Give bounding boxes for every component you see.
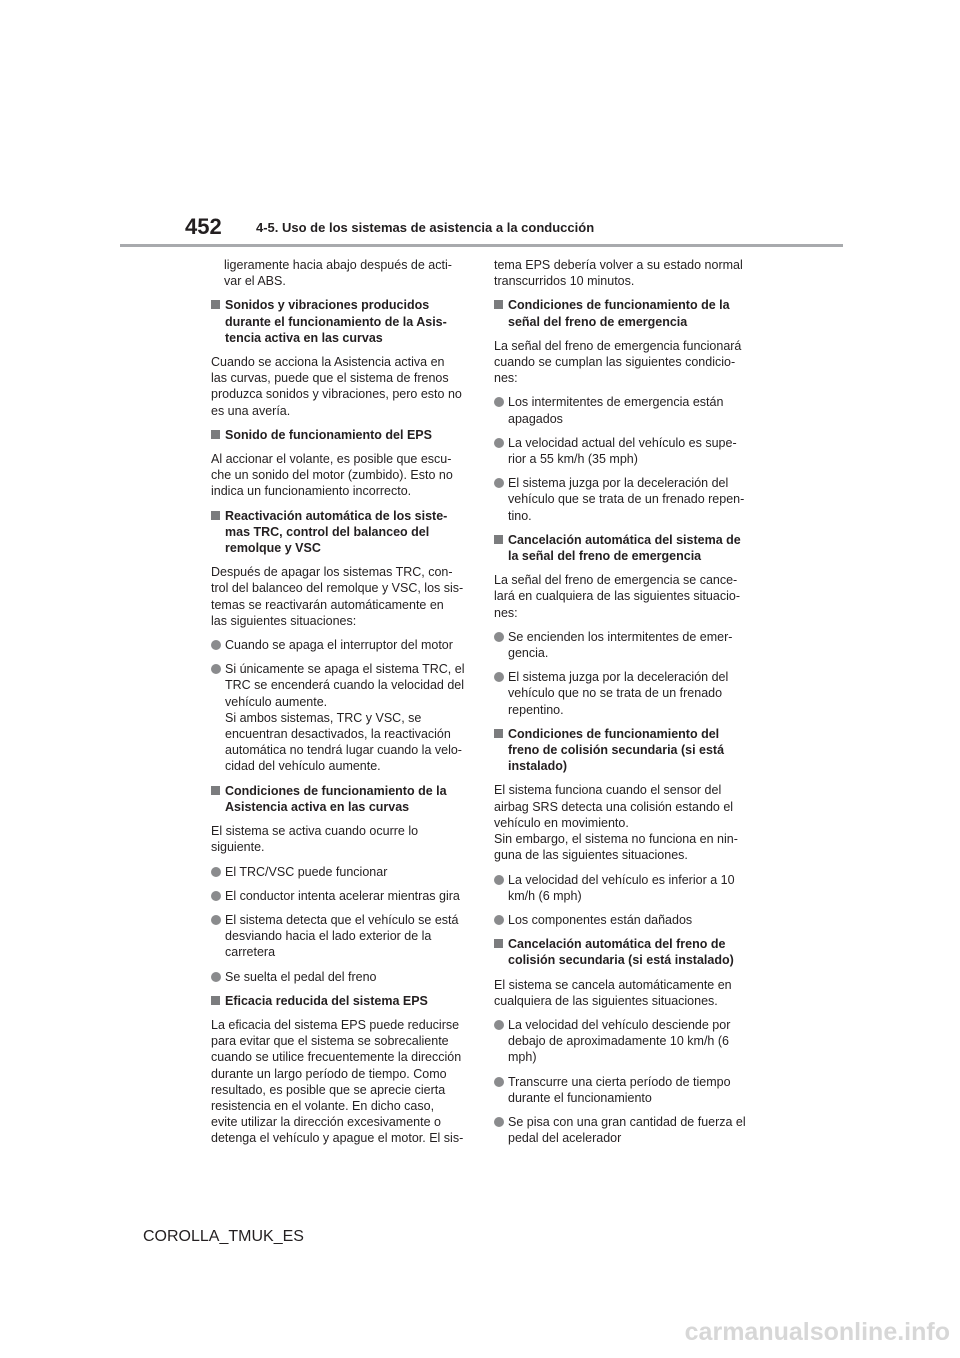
bullet-item bbox=[494, 629, 752, 661]
text: Si únicamente se apaga el sistema TRC, el TRC se encenderá cuando la velocidad del vehículo aumente. Si ambos sistemas, TRC y VSC, se encuentran desactivados, la reactivación automática no tendrá lugar cuando la velo- cidad del vehículo aumente. bbox=[225, 662, 465, 774]
page-number: 452 bbox=[185, 214, 222, 239]
text: Se pisa con una gran cantidad de fuerza el pedal del acelerador bbox=[508, 1114, 746, 1146]
section-heading bbox=[494, 532, 752, 564]
paragraph bbox=[494, 338, 752, 387]
text: La velocidad actual del vehículo es supe- rior a 55 km/h (35 mph) bbox=[508, 435, 737, 467]
bullet-item bbox=[211, 864, 469, 880]
round-bullet-icon bbox=[494, 875, 504, 885]
bullet-item bbox=[494, 475, 752, 524]
text: El sistema detecta que el vehículo se está desviando hacia el lado exterior de la carretera bbox=[225, 912, 459, 960]
section-heading bbox=[494, 936, 752, 968]
round-bullet-icon bbox=[494, 632, 504, 642]
square-bullet-icon bbox=[211, 786, 220, 795]
round-bullet-icon bbox=[494, 1117, 504, 1127]
text: Cuando se apaga el interruptor del motor bbox=[225, 638, 453, 653]
text: Sonidos y vibraciones producidos durante el funcionamiento de la Asis- tencia activa en las curvas bbox=[225, 298, 447, 345]
text: El sistema funciona cuando el sensor del airbag SRS detecta una colisión estando el vehículo en movimiento. Sin embargo, el sistema no funciona en nin- guna de las siguientes situaciones. bbox=[494, 783, 738, 863]
bullet-item bbox=[494, 872, 752, 904]
text: La velocidad del vehículo desciende por debajo de aproximadamente 10 km/h (6 mph) bbox=[508, 1017, 731, 1065]
round-bullet-icon bbox=[211, 867, 221, 877]
bullet-item bbox=[494, 394, 752, 426]
section-heading bbox=[494, 726, 752, 775]
bullet-item bbox=[494, 1017, 752, 1066]
bullet-item bbox=[211, 888, 469, 904]
square-bullet-icon bbox=[494, 729, 503, 738]
text: La señal del freno de emergencia se cance- lará en cualquiera de las siguientes situacio- nes: bbox=[494, 573, 740, 620]
header-divider bbox=[120, 244, 843, 247]
bullet-item bbox=[211, 661, 469, 774]
text: ligeramente hacia abajo después de acti- var el ABS. bbox=[224, 258, 452, 289]
paragraph bbox=[211, 823, 469, 855]
round-bullet-icon bbox=[211, 640, 221, 650]
text: Transcurre una cierta período de tiempo durante el funcionamiento bbox=[508, 1074, 731, 1105]
watermark: carmanualsonline.info bbox=[684, 1318, 950, 1346]
paragraph bbox=[494, 977, 752, 1009]
paragraph bbox=[211, 1017, 469, 1147]
text: El TRC/VSC puede funcionar bbox=[225, 864, 388, 879]
text: Condiciones de funcionamiento de la Asistencia activa en las curvas bbox=[225, 783, 447, 814]
square-bullet-icon bbox=[211, 996, 220, 1005]
section-heading bbox=[211, 297, 469, 346]
round-bullet-icon bbox=[494, 672, 504, 682]
square-bullet-icon bbox=[211, 430, 220, 439]
text: Al accionar el volante, es posible que escu- che un sonido del motor (zumbido). Esto no indica un funcionamiento incorrecto. bbox=[211, 452, 453, 499]
round-bullet-icon bbox=[494, 438, 504, 448]
bullet-item bbox=[494, 435, 752, 467]
text: Eficacia reducida del sistema EPS bbox=[225, 993, 428, 1008]
square-bullet-icon bbox=[211, 511, 220, 520]
square-bullet-icon bbox=[494, 939, 503, 948]
paragraph bbox=[211, 354, 469, 419]
bullet-item bbox=[494, 669, 752, 718]
round-bullet-icon bbox=[494, 478, 504, 488]
text: tema EPS debería volver a su estado normal transcurridos 10 minutos. bbox=[494, 258, 743, 289]
text: Condiciones de funcionamiento de la señal del freno de emergencia bbox=[508, 298, 730, 329]
text: Se encienden los intermitentes de emer- gencia. bbox=[508, 629, 733, 661]
text: El sistema se activa cuando ocurre lo siguiente. bbox=[211, 824, 419, 855]
section-heading bbox=[211, 783, 469, 815]
text: Cuando se acciona la Asistencia activa en las curvas, puede que el sistema de frenos produzca sonidos y vibraciones, pero esto no es una avería. bbox=[211, 355, 462, 418]
paragraph bbox=[211, 257, 469, 289]
text: Sonido de funcionamiento del EPS bbox=[225, 427, 432, 442]
round-bullet-icon bbox=[494, 397, 504, 407]
bullet-item bbox=[211, 969, 469, 985]
text: El sistema juzga por la deceleración del vehículo que no se trata de un frenado repentino. bbox=[508, 670, 729, 717]
paragraph bbox=[494, 257, 752, 289]
round-bullet-icon bbox=[211, 915, 221, 925]
text: El conductor intenta acelerar mientras gira bbox=[225, 888, 460, 903]
section-heading bbox=[211, 993, 469, 1009]
left-column bbox=[211, 257, 469, 1155]
section-heading bbox=[494, 297, 752, 329]
text: Se suelta el pedal del freno bbox=[225, 969, 377, 984]
text: El sistema se cancela automáticamente en cualquiera de las siguientes situaciones. bbox=[494, 977, 732, 1008]
bullet-item bbox=[494, 1114, 752, 1146]
text: Condiciones de funcionamiento del freno de colisión secundaria (si está instalado) bbox=[508, 726, 725, 774]
section-heading bbox=[211, 427, 469, 443]
square-bullet-icon bbox=[211, 300, 220, 309]
footer-doc-code: COROLLA_TMUK_ES bbox=[143, 1228, 304, 1245]
round-bullet-icon bbox=[494, 915, 504, 925]
round-bullet-icon bbox=[494, 1077, 504, 1087]
text: Cancelación automática del freno de colisión secundaria (si está instalado) bbox=[508, 937, 734, 968]
text: La velocidad del vehículo es inferior a 10 km/h (6 mph) bbox=[508, 872, 735, 903]
text: Los componentes están dañados bbox=[508, 912, 693, 927]
square-bullet-icon bbox=[494, 300, 503, 309]
text: La señal del freno de emergencia funcionará cuando se cumplan las siguientes condicio- nes: bbox=[494, 338, 742, 386]
bullet-item bbox=[211, 912, 469, 961]
square-bullet-icon bbox=[494, 535, 503, 544]
paragraph bbox=[211, 564, 469, 629]
bullet-item bbox=[494, 1074, 752, 1106]
bullet-item bbox=[211, 637, 469, 653]
text: Reactivación automática de los siste- mas TRC, control del balanceo del remolque y VSC bbox=[225, 508, 448, 556]
text: Cancelación automática del sistema de la señal del freno de emergencia bbox=[508, 532, 741, 564]
bullet-item bbox=[494, 912, 752, 928]
text: El sistema juzga por la deceleración del vehículo que se trata de un frenado repen- tino. bbox=[508, 476, 745, 523]
round-bullet-icon bbox=[211, 972, 221, 982]
round-bullet-icon bbox=[211, 891, 221, 901]
round-bullet-icon bbox=[494, 1020, 504, 1030]
section-title: 4-5. Uso de los sistemas de asistencia a la conducción bbox=[256, 220, 595, 235]
right-column bbox=[494, 257, 752, 1154]
paragraph bbox=[494, 782, 752, 863]
text: Los intermitentes de emergencia están apagados bbox=[508, 395, 724, 426]
paragraph bbox=[211, 451, 469, 500]
paragraph bbox=[494, 572, 752, 621]
round-bullet-icon bbox=[211, 664, 221, 674]
text: Después de apagar los sistemas TRC, con- trol del balanceo del remolque y VSC, los sis- temas se reactivarán automáticamente en las siguientes situaciones: bbox=[211, 565, 464, 628]
section-heading bbox=[211, 508, 469, 557]
text: La eficacia del sistema EPS puede reducirse para evitar que el sistema se sobrecaliente cuando se utilice frecuentemente la dirección durante un largo período de tiempo. Como resultado, es posible que se aprecie cierta resistencia en el volante. En dicho caso, evite utilizar la dirección excesivamente o detenga el vehículo y apague el motor. El sis- bbox=[211, 1017, 464, 1146]
